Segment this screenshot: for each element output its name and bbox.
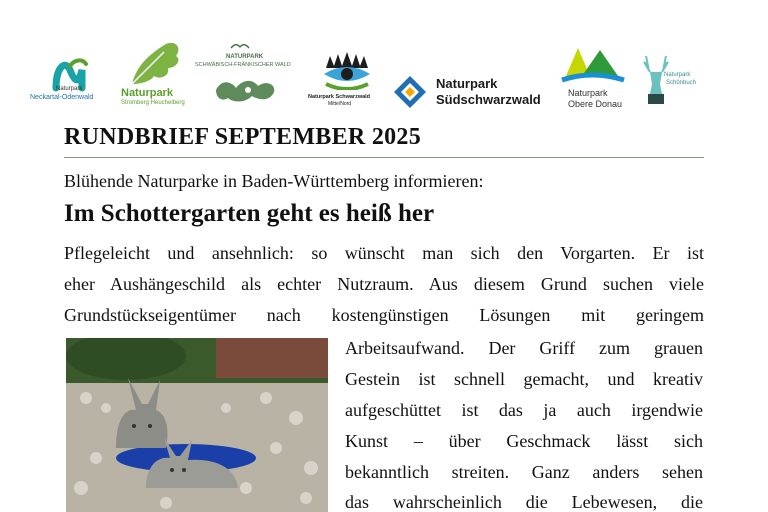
body-line: eher Aushängeschild als echter Nutzraum. Aus diesem Grund suchen viele <box>64 274 704 294</box>
newsletter-title: RUNDBRIEF SEPTEMBER 2025 <box>64 124 422 150</box>
article-headline: Im Schottergarten geht es heiß her <box>64 200 435 227</box>
body-line: Arbeitsaufwand. Der Griff zum grauen <box>345 338 703 358</box>
body-line: Gestein ist schnell gemacht, und kreativ <box>345 369 703 389</box>
logo-1-name: Naturpark <box>56 86 83 92</box>
eye-forest-icon <box>322 50 372 90</box>
logo-7-region: Schönbuch <box>666 80 697 86</box>
mountain-river-icon <box>560 44 626 88</box>
logo-3-name: NATURPARK <box>226 54 264 60</box>
logo-7-name: Naturpark <box>664 72 691 78</box>
body-line: Pflegeleicht und ansehnlich: so wünscht man sich den Vorgarten. Er ist <box>64 243 704 263</box>
logo-2-region: Stromberg Heuchelberg <box>121 100 185 106</box>
logo-3-region: SCHWÄBISCH-FRÄNKISCHER WALD <box>195 62 291 68</box>
body-line: aufgeschüttet ist das ja auch irgendwie <box>345 400 703 420</box>
body-line: Grundstückseigentümer nach kostengünstigen Lösungen mit geringem <box>64 305 704 325</box>
garden-figurine-photo <box>66 338 328 512</box>
kicker-text: Blühende Naturparke in Baden-Württemberg informieren: <box>64 171 484 191</box>
body-line: Kunst – über Geschmack lässt sich <box>345 431 703 451</box>
logo-5-region: Südschwarzwald <box>436 92 541 107</box>
landscape-map-icon <box>214 72 278 106</box>
diamond-icon <box>392 74 428 110</box>
oak-leaf-icon <box>126 38 186 90</box>
logo-4-name: Naturpark Schwarzwald <box>308 94 371 100</box>
logo-4-region: Mitte/Nord <box>328 101 352 107</box>
logo-2-name: Naturpark <box>121 87 173 99</box>
logo-5-name: Naturpark <box>436 76 498 91</box>
logo-6-name: Naturpark <box>568 88 608 98</box>
body-line: bekanntlich streiten. Ganz anders sehen <box>345 462 703 482</box>
bird-icon <box>230 42 250 50</box>
logo-1-region: Neckartal-Odenwald <box>30 94 94 101</box>
logo-strip <box>0 0 768 118</box>
title-divider <box>64 157 704 158</box>
logo-6-region: Obere Donau <box>568 99 623 109</box>
body-line: das wahrscheinlich die Lebewesen, die <box>345 492 703 512</box>
